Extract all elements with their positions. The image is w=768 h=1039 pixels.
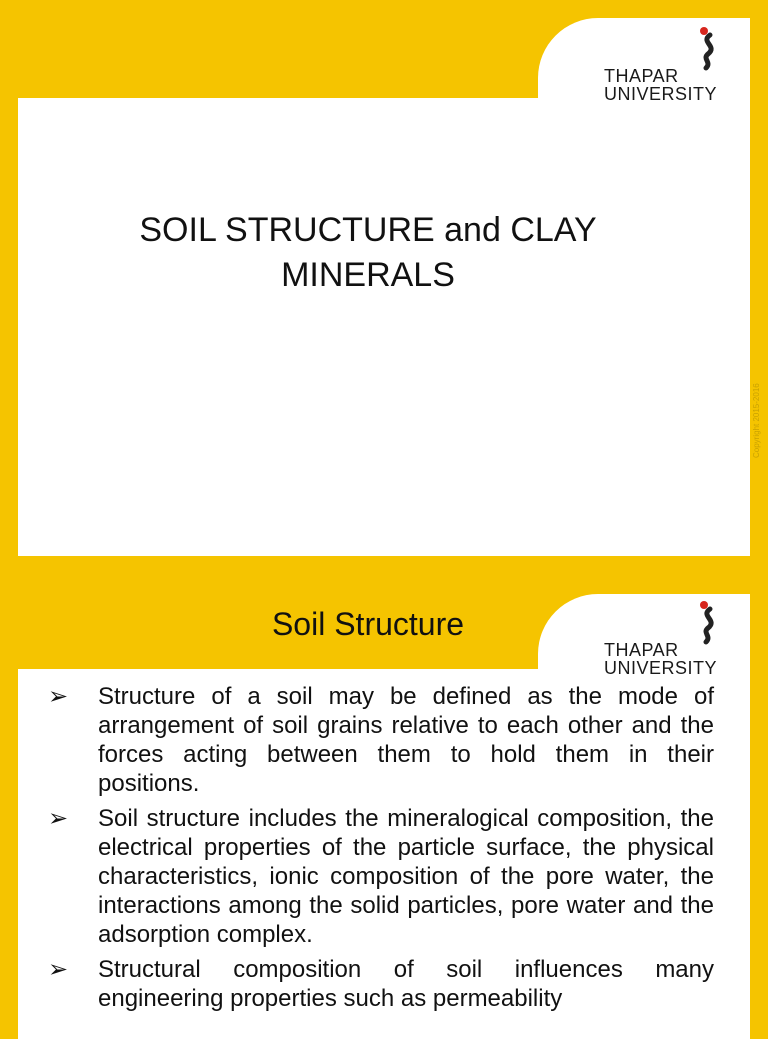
- arrow-bullet-icon: ➢: [48, 805, 69, 832]
- slide-title-text: [18, 208, 718, 298]
- bullet-text: Structural composition of soil influences many engineering properties such as permeability: [98, 956, 714, 1012]
- bullet-text: Structure of a soil may be defined as the mode of arrangement of soil grains relative to each other and the forces acting between them to hold them in their positions.: [98, 683, 714, 797]
- logo-line-2: UNIVERSITY: [604, 658, 718, 678]
- logo-line-2: UNIVERSITY: [604, 84, 718, 104]
- university-logo: [604, 26, 734, 104]
- title-line-2: MINERALS: [281, 256, 455, 294]
- logo-line-1: THAPAR: [604, 66, 679, 86]
- slide-content-panel: [18, 98, 750, 556]
- university-logo: [604, 600, 734, 678]
- slide-soil-structure: [18, 594, 750, 1034]
- bullet-text: Soil structure includes the mineralogical composition, the electrical properties of the particle surface, the physical characteristics, ionic composition of the pore water, the interactions among the solid particles, pore water and the adsorption complex.: [98, 805, 714, 948]
- slide-title: [18, 18, 761, 556]
- bullet-item: [46, 682, 714, 798]
- title-line-1: SOIL STRUCTURE and CLAY: [139, 211, 597, 249]
- bullet-list: [46, 682, 714, 1019]
- tab-curve: [18, 18, 78, 58]
- logo-line-1: THAPAR: [604, 640, 679, 660]
- slide-heading: Soil Structure: [271, 606, 465, 642]
- bullet-item: [46, 955, 714, 1013]
- thapar-flame-logo-icon: [692, 26, 726, 70]
- tab-curve: [18, 594, 78, 630]
- thapar-flame-logo-icon: [692, 600, 726, 644]
- bullet-item: [46, 804, 714, 949]
- arrow-bullet-icon: ➢: [48, 683, 69, 710]
- copyright-text: Copyright 2015-2016: [752, 383, 761, 458]
- arrow-bullet-icon: ➢: [48, 956, 69, 983]
